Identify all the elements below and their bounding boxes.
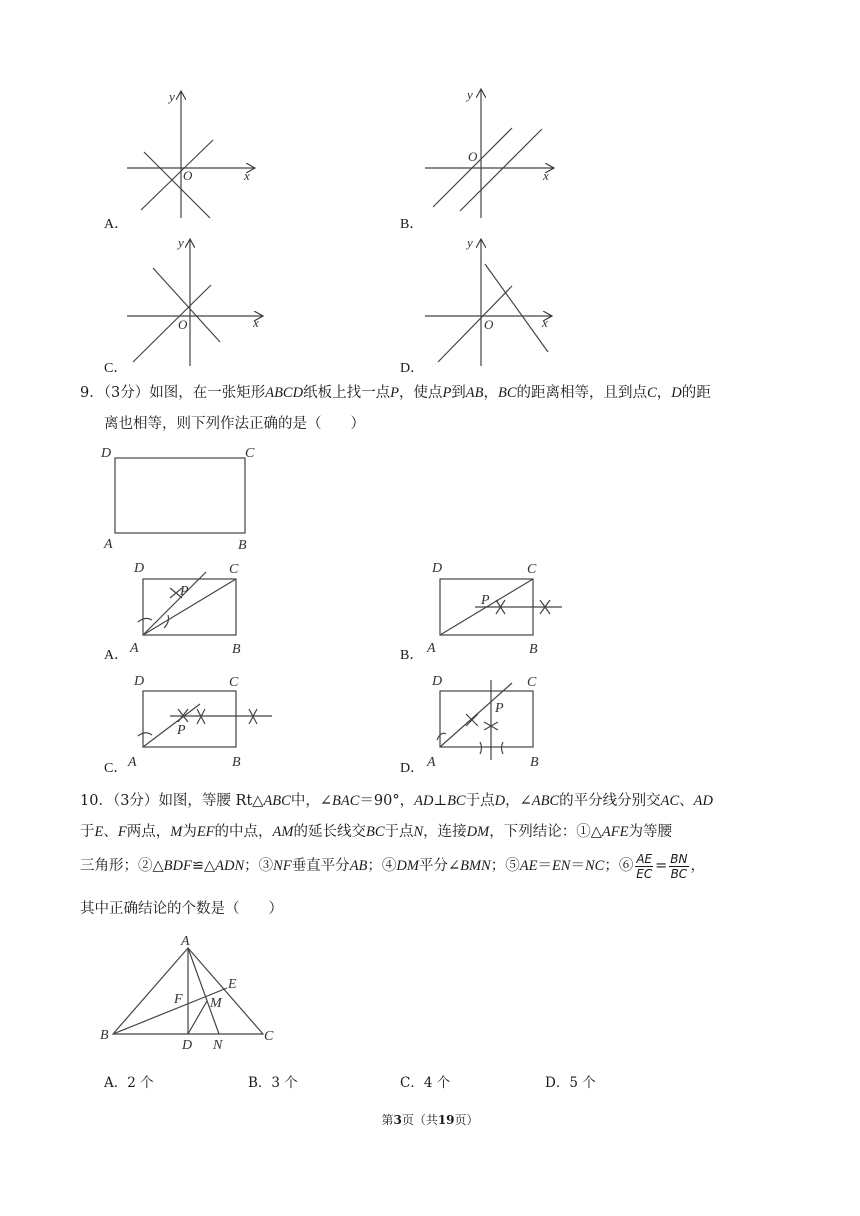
graph-c-x-label: x xyxy=(253,315,259,330)
q8-option-d: D． xyxy=(400,361,425,376)
q9-b-label-b: B xyxy=(529,642,538,657)
graph-b-origin: O xyxy=(468,149,478,164)
q9-base-label-c: C xyxy=(245,446,255,461)
q10-label-e: E xyxy=(228,977,237,992)
q9-option-a: A． xyxy=(104,648,129,663)
q9-a-label-c: C xyxy=(229,562,239,577)
q9-option-b: B． xyxy=(400,648,424,663)
q10-label-a: A xyxy=(181,934,190,949)
graph-c-y-label: y xyxy=(178,235,184,250)
q9-c-label-b: B xyxy=(232,755,241,770)
q9-figures xyxy=(0,440,860,780)
q10-label-f: F xyxy=(174,992,183,1007)
q9-a-label-d: D xyxy=(134,561,145,576)
q9-d-label-p: P xyxy=(495,701,504,716)
q10-choice-b: B．3 个 xyxy=(248,1075,298,1091)
q10-choice-c: C．4 个 xyxy=(400,1075,451,1091)
q9-d-label-d: D xyxy=(432,674,443,689)
q9-b-label-p: P xyxy=(481,593,490,608)
q9-b-label-c: C xyxy=(527,562,537,577)
graph-d-y-label: y xyxy=(467,235,473,250)
q10-choice-d: D．5 个 xyxy=(545,1075,596,1091)
q10-question-line1: 10．（3分）如图，等腰 Rt△ABC中，∠BAC＝90°，AD⊥BC于点D，∠ABC的平分线分别交AC、AD xyxy=(80,793,714,809)
q9-base-label-b: B xyxy=(238,538,247,553)
q9-d-label-a: A xyxy=(427,755,436,770)
q9-base-label-d: D xyxy=(101,446,112,461)
q10-label-d: D xyxy=(182,1038,193,1050)
q9-base-label-a: A xyxy=(104,537,113,552)
q9-question-line2: 离也相等，则下列作法正确的是（ ） xyxy=(104,416,365,432)
q8-option-c: C． xyxy=(104,361,128,376)
q10-question-line2: 于E、F两点，M为EF的中点，AM的延长线交BC于点N，连接DM，下列结论：①△AFE为等腰 xyxy=(80,824,672,840)
q9-c-label-a: A xyxy=(128,755,137,770)
graph-c-origin: O xyxy=(178,317,188,332)
q9-a-label-b: B xyxy=(232,642,241,657)
q9-d-label-b: B xyxy=(530,755,539,770)
q10-triangle-figure xyxy=(0,925,860,1050)
q9-c-label-p: P xyxy=(177,723,186,738)
q10-choice-a: A．2 个 xyxy=(104,1075,154,1091)
fraction-ae-ec: $\frac{AE}{EC}$ xyxy=(636,851,653,881)
fraction-bn-bc: $\frac{BN}{BC}$ xyxy=(670,851,688,881)
graph-a-y-label: y xyxy=(169,89,175,104)
q8-option-b: B． xyxy=(400,217,424,232)
q10-label-n: N xyxy=(213,1038,223,1050)
total-pages: 19 xyxy=(437,1113,455,1127)
graph-b-y-label: y xyxy=(467,87,473,102)
q10-label-b: B xyxy=(100,1028,109,1043)
q9-d-label-c: C xyxy=(527,675,537,690)
page-footer: 第3页（共19页） xyxy=(381,1113,479,1127)
q9-question-line1: 9．（3分）如图，在一张矩形ABCD纸板上找一点P，使点P到AB，BC的距离相等，且到点C，D的距 xyxy=(80,385,711,401)
q10-label-m: M xyxy=(210,996,222,1011)
q9-a-label-a: A xyxy=(130,641,139,656)
q8-option-a: A． xyxy=(104,217,129,232)
q10-label-c: C xyxy=(264,1029,274,1044)
q10-question-line3: 三角形；②△BDF≌△ADN；③NF垂直平分AB；④DM平分∠BMN；⑤AE＝EN＝NC；⑥ $\frac{AE}{EC}$ = $\frac{BN}{BC}$ ， xyxy=(80,851,705,881)
graph-d-origin: O xyxy=(484,317,494,332)
current-page-number: 3 xyxy=(393,1113,402,1127)
q9-c-label-c: C xyxy=(229,675,239,690)
q9-a-label-p: P xyxy=(180,584,189,599)
q10-question-line4: 其中正确结论的个数是（ ） xyxy=(80,901,283,917)
q9-b-label-a: A xyxy=(427,641,436,656)
q9-option-d: D． xyxy=(400,761,425,776)
q9-b-label-d: D xyxy=(432,561,443,576)
graph-a-origin: O xyxy=(183,168,193,183)
graph-a-x-label: x xyxy=(244,168,250,183)
q9-option-c: C． xyxy=(104,761,128,776)
q9-c-label-d: D xyxy=(134,674,145,689)
q8-graphs-figure xyxy=(0,80,860,380)
graph-b-x-label: x xyxy=(543,168,549,183)
graph-d-x-label: x xyxy=(542,315,548,330)
